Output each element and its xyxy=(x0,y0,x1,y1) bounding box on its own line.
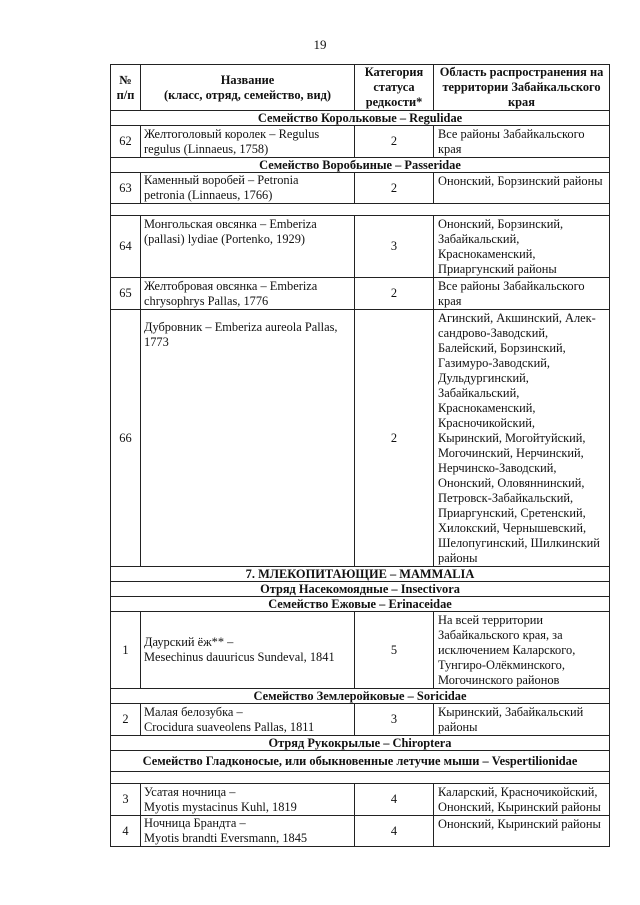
species-name: Желтобровая овсянка – Emberiza chrysophrys Pallas, 1776 xyxy=(141,278,355,310)
distribution-area: Все районы Забайкальского края xyxy=(434,126,610,158)
section-soricidae: Семейство Землеройковые – Soricidae xyxy=(111,689,610,704)
section-chiroptera: Отряд Рукокрылые – Chiroptera xyxy=(111,736,610,751)
distribution-area: Каларский, Красночикойский, Ононский, Кыринский районы xyxy=(434,784,610,816)
distribution-area: Все районы Забайкальского края xyxy=(434,278,610,310)
table-row xyxy=(111,784,610,816)
table-row xyxy=(111,278,610,310)
row-number: 64 xyxy=(111,216,141,278)
section-mammalia: 7. МЛЕКОПИТАЮЩИЕ – MAMMALIA xyxy=(111,567,610,582)
row-number: 66 xyxy=(111,310,141,567)
row-number: 62 xyxy=(111,126,141,158)
section-vespertilionidae: Семейство Гладконосые, или обыкновенные летучие мыши – Vespertilionidae xyxy=(111,751,610,772)
section-row xyxy=(111,736,610,751)
header-area: Область распространения на территории Забайкальского края xyxy=(434,65,610,111)
status-category: 3 xyxy=(355,704,434,736)
header-row xyxy=(111,65,610,111)
section-row xyxy=(111,567,610,582)
status-category: 2 xyxy=(355,278,434,310)
species-name: Желтоголовый королек – Regulus regulus (Linnaeus, 1758) xyxy=(141,126,355,158)
species-name: Каменный воробей – Petronia petronia (Linnaeus, 1766) xyxy=(141,173,355,204)
distribution-area: Ононский, Борзинский районы xyxy=(434,173,610,204)
table-row xyxy=(111,816,610,847)
section-row xyxy=(111,582,610,597)
section-passeridae: Семейство Воробьиные – Passeridae xyxy=(111,158,610,173)
row-number: 2 xyxy=(111,704,141,736)
header-num: № п/п xyxy=(111,65,141,111)
distribution-area: Кыринский, Забайкальский районы xyxy=(434,704,610,736)
blank-cell xyxy=(111,772,610,784)
status-category: 2 xyxy=(355,310,434,567)
species-name: Монгольская овсянка – Emberiza (pallasi) lydiae (Portenko, 1929) xyxy=(141,216,355,278)
header-name: Название (класс, отряд, семейство, вид) xyxy=(141,65,355,111)
header-category: Категория статуса редкости* xyxy=(355,65,434,111)
species-name: Ночница Брандта – Myotis brandti Eversmann, 1845 xyxy=(141,816,355,847)
section-insectivora: Отряд Насекомоядные – Insectivora xyxy=(111,582,610,597)
section-row xyxy=(111,689,610,704)
distribution-area: На всей территории Забайкальского края, за исключением Каларского, Тунгиро-Олёкминского, Могочинского районов xyxy=(434,612,610,689)
row-number: 63 xyxy=(111,173,141,204)
row-number: 65 xyxy=(111,278,141,310)
section-erinaceidae: Семейство Ежовые – Erinaceidae xyxy=(111,597,610,612)
status-category: 4 xyxy=(355,816,434,847)
status-category: 2 xyxy=(355,173,434,204)
status-category: 3 xyxy=(355,216,434,278)
section-regulidae: Семейство Корольковые – Regulidae xyxy=(111,111,610,126)
distribution-area: Ононский, Кыринский районы xyxy=(434,816,610,847)
row-number: 1 xyxy=(111,612,141,689)
blank-cell xyxy=(111,204,610,216)
row-number: 4 xyxy=(111,816,141,847)
status-category: 4 xyxy=(355,784,434,816)
status-category: 5 xyxy=(355,612,434,689)
page-number: 19 xyxy=(313,37,327,52)
species-name: Усатая ночница – Myotis mystacinus Kuhl, 1819 xyxy=(141,784,355,816)
table-row xyxy=(111,173,610,204)
section-row xyxy=(111,751,610,772)
species-name: Даурский ёж** – Mesechinus dauuricus Sundeval, 1841 xyxy=(141,612,355,689)
species-name: Дубровник – Emberiza aureola Pallas, 1773 xyxy=(141,310,355,567)
blank-row xyxy=(111,204,610,216)
row-number: 3 xyxy=(111,784,141,816)
section-row xyxy=(111,158,610,173)
table-row xyxy=(111,704,610,736)
table-row xyxy=(111,126,610,158)
distribution-area: Агинский, Акшинский, Алек- сандрово-Заводский, Балейский, Борзинский, Газимуро-Заводский, Дульдургинский, Забайкальский, Краснокаменский, Красночикойский, Кыринский, Могойтуйский, Могочинский, Нерчинский, Нерчинско-Заводский, Ононский, Оловяннинский, Петровск-Забайкальский, Приаргунский, Сретенский, Хилокский, Чернышевский, Шелопугинский, Шилкинский районы xyxy=(434,310,610,567)
section-row xyxy=(111,111,610,126)
blank-row xyxy=(111,772,610,784)
species-name: Малая белозубка – Crocidura suaveolens Pallas, 1811 xyxy=(141,704,355,736)
table-row xyxy=(111,310,610,567)
red-book-table xyxy=(110,64,610,847)
table-row xyxy=(111,612,610,689)
status-category: 2 xyxy=(355,126,434,158)
section-row xyxy=(111,597,610,612)
table-row xyxy=(111,216,610,278)
distribution-area: Ононский, Борзинский, Забайкальский, Краснокаменский, Приаргунский районы xyxy=(434,216,610,278)
